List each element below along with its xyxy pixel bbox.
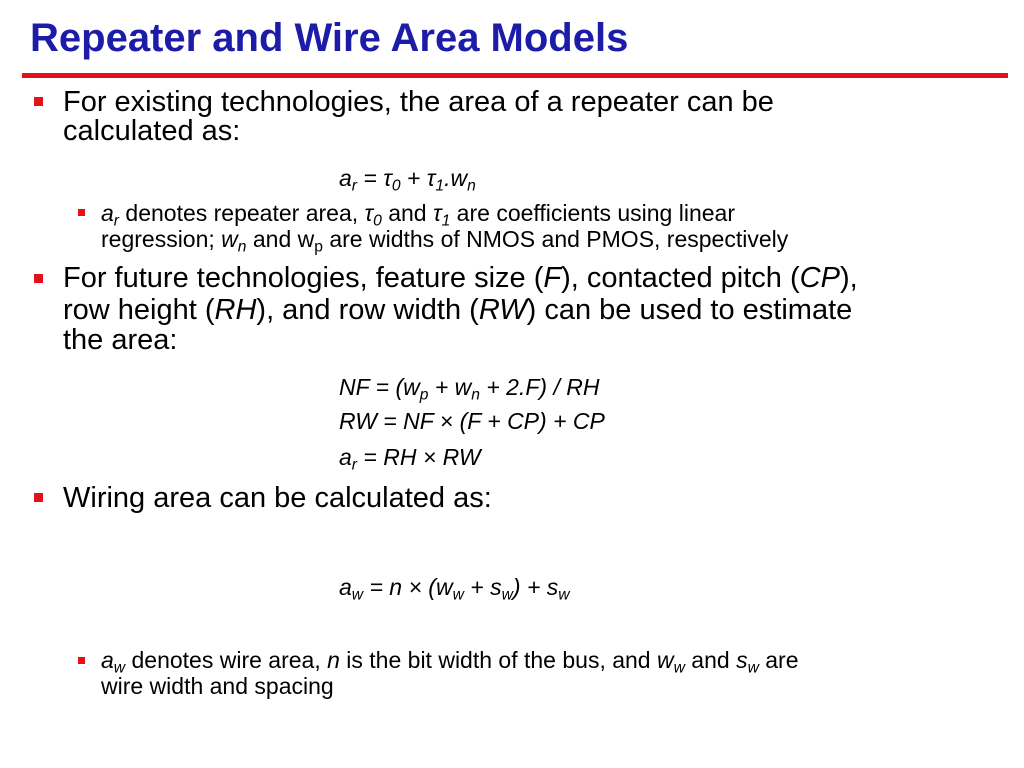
bullet-3-text: Wiring area can be calculated as:	[63, 482, 492, 514]
title-divider	[22, 73, 1008, 78]
bullet-marker-3	[34, 493, 43, 502]
equation-nf: NF = $(w_p + w_n + 2.F)$ / RH	[339, 374, 600, 404]
sub-bullet-marker-2	[78, 657, 85, 664]
sub-bullet-2-line-1: $a_w$ denotes wire area, n is the bit width of the bus, and $w_w$ and $s_w$ are	[101, 647, 799, 677]
slide-title: Repeater and Wire Area Models	[30, 16, 629, 60]
bullet-2-line-3: the area:	[63, 324, 178, 356]
equation-ar: $a_r$ = RH × RW	[339, 444, 481, 474]
bullet-2-line-1: For future technologies, feature size (F), contacted pitch (CP),	[63, 262, 858, 294]
bullet-2-line-2: row height (RH), and row width (RW) can be used to estimate	[63, 294, 853, 326]
sub-bullet-1-line-2: regression; $w_n$ and $w_p$ are widths of NMOS and PMOS, respectively	[101, 226, 789, 256]
bullet-1-line-1: For existing technologies, the area of a repeater can be	[63, 86, 774, 118]
bullet-1-line-2: calculated as:	[63, 115, 241, 147]
sub-bullet-1-line-1: $a_r$ denotes repeater area, $\tau_0$ and $\tau_1$ are coefficients using linear	[101, 200, 735, 230]
equation-wire-area: $a_w = n \times (w_w + s_w) + s_w$	[339, 574, 570, 604]
sub-bullet-marker-1	[78, 209, 85, 216]
bullet-marker-2	[34, 274, 43, 283]
sub-bullet-2-line-2: wire width and spacing	[101, 673, 334, 699]
equation-rw: RW = NF × (F + CP) + CP	[339, 408, 605, 434]
equation-repeater-area: $a_r = \tau_0 + \tau_1.w_n$	[339, 165, 476, 195]
bullet-marker-1	[34, 97, 43, 106]
